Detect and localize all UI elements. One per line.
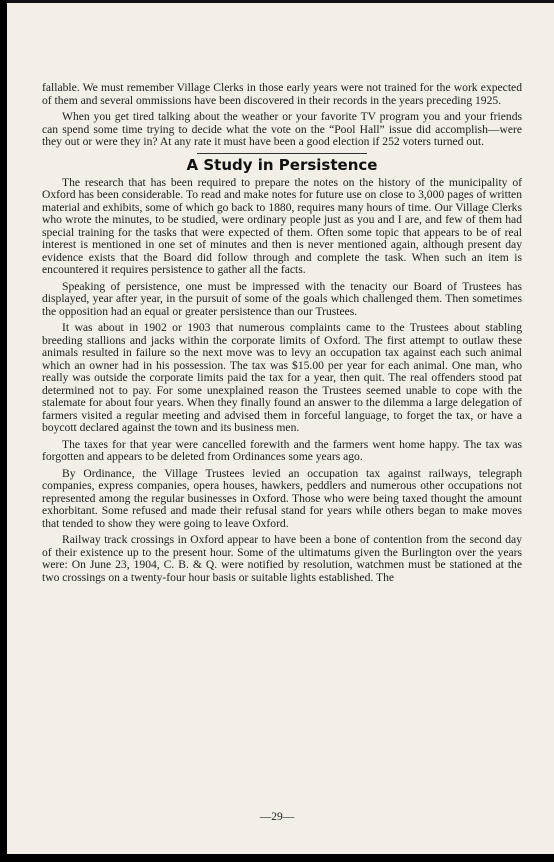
paragraph-taxes-cancelled: The taxes for that year were cancelled forewith and the farmers went home happy. The tax was forgotten and appears to be deleted from Ordinances some years ago.: [42, 437, 522, 463]
paragraph-stallions: It was about in 1902 or 1903 that numerous complaints came to the Trustees about stabling breeding stallions and jacks within the corporate limits of Oxford. The first attempt to outlaw these animals resulted in failure so the next move was to levy an occupation tax against each such animal which an owner had in his possession. The tax was $15.00 per year for each animal. One man, who really was outside the corporate limits paid the tax for a year, then quit. The real offenders stood pat determined not to pay. For some unexplained reason the Trustees seemed unable to cope with the stalemate for about four years. When they finally found an answer to the dilemma a large delegation of farmers visited a regular meeting and advised them in forceful language, to forget the tax, or have a boycott declared against the town and its business men.: [42, 321, 522, 434]
scan-top-edge: [0, 0, 554, 3]
paragraph-intro-2: When you get tired talking about the weather or your favorite TV program you and your friends can spend some time trying to decide what the vote on the “Pool Hall” issue did accomplish—were they out or were they in? At any rate it must have been a good election if 252 voters turned out.: [42, 110, 522, 148]
section-divider: [197, 153, 367, 154]
paragraph-persistence: Speaking of persistence, one must be impressed with the tenacity our Board of Trustees has displayed, year after year, in the pursuit of some of the goals which challenged them. Then sometimes the opposition had an equal or greater persistence than our Trustees.: [42, 279, 522, 318]
paragraph-occupation-tax: By Ordinance, the Village Trustees levied an occupation tax against railways, telegraph companies, express companies, opera houses, hawkers, peddlers and numerous other occupations not represented among the regular businesses in Oxford. Those who were being taxed thought the amount exhorbitant. Some refused and made their refusal stand for years while others began to make moves that tended to show they were going to leave Oxford.: [42, 466, 522, 530]
paragraph-intro-1: fallable. We must remember Village Clerks in those early years were not trained for the work expected of them and several ommissions have been discovered in their records in the years preceding 1925.: [42, 81, 522, 107]
paragraph-research: The research that has been required to prepare the notes on the history of the municipality of Oxford has been considerable. To read and make notes for future use on close to 3,000 pages of written material and exhibits, some of which go back to 1880, requires many hours of time. Our Village Clerks who wrote the minutes, to be studied, were ordinary people just as you and I are, and few of them had special training for the tasks that were expected of them. Often some topic that appears to be of real interest is mentioned in one set of minutes and then is never mentioned again, although present day evidence exists that the Board did follow through and complete the task. When such an item is encountered it requires persistence to gather all the facts.: [42, 175, 522, 276]
paragraph-railway: Railway track crossings in Oxford appear to have been a bone of contention from the second day of their existence up to the present hour. Some of the ultimatums given the Burlington over the years were: On June 23, 1904, C. B. & Q. were notified by resolution, watchmen must be stationed at the two crossings on a twenty-four hour basis or suitable lights established. The: [42, 533, 522, 584]
page-number: —29—: [259, 811, 295, 823]
scan-left-edge: [0, 0, 7, 862]
page-body: [42, 82, 522, 588]
scan-bottom-edge: [0, 854, 554, 862]
section-title: A Study in Persistence: [186, 155, 378, 174]
